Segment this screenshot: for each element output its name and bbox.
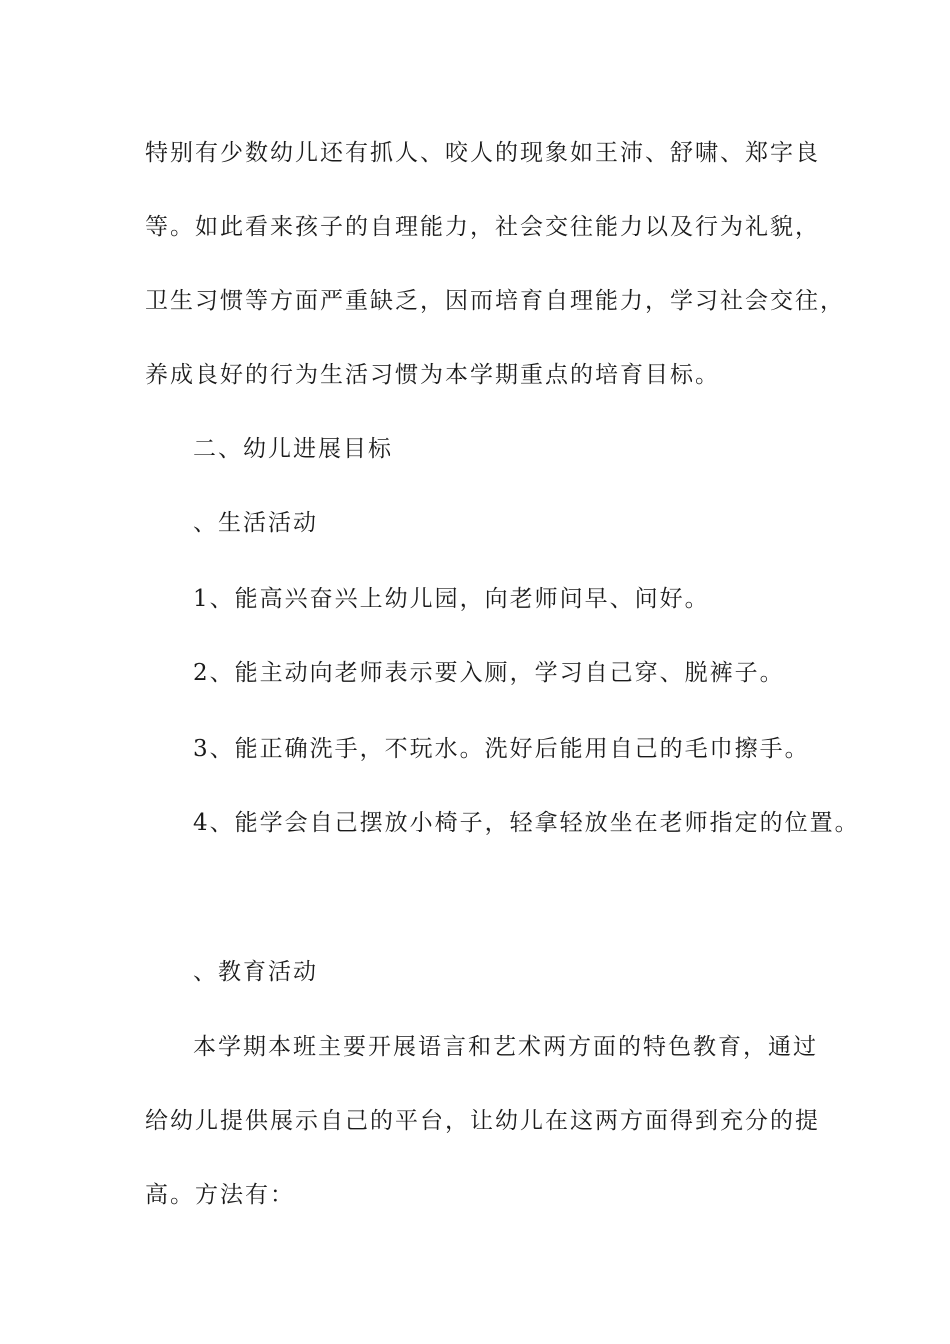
paragraph-line: 特别有少数幼儿还有抓人、咬人的现象如王沛、舒啸、郑字良 xyxy=(145,140,820,166)
section-heading: 二、幼儿进展目标 xyxy=(193,436,393,462)
subsection-heading: 、教育活动 xyxy=(193,959,318,985)
list-item: 1、能高兴奋兴上幼儿园，向老师问早、问好。 xyxy=(193,586,710,612)
paragraph-line: 高。方法有： xyxy=(145,1182,295,1208)
list-item: 4、能学会自己摆放小椅子，轻拿轻放坐在老师指定的位置。 xyxy=(193,810,860,836)
list-item: 2、能主动向老师表示要入厕，学习自己穿、脱裤子。 xyxy=(193,660,785,686)
paragraph-line: 给幼儿提供展示自己的平台，让幼儿在这两方面得到充分的提 xyxy=(145,1108,820,1134)
paragraph-line: 养成良好的行为生活习惯为本学期重点的培育目标。 xyxy=(145,362,720,388)
paragraph-line: 等。如此看来孩子的自理能力，社会交往能力以及行为礼貌， xyxy=(145,214,820,240)
paragraph-line: 卫生习惯等方面严重缺乏，因而培育自理能力，学习社会交往， xyxy=(145,288,845,314)
paragraph-line: 本学期本班主要开展语言和艺术两方面的特色教育，通过 xyxy=(193,1034,818,1060)
subsection-heading: 、生活活动 xyxy=(193,510,318,536)
list-item: 3、能正确洗手，不玩水。洗好后能用自己的毛巾擦手。 xyxy=(193,736,810,762)
